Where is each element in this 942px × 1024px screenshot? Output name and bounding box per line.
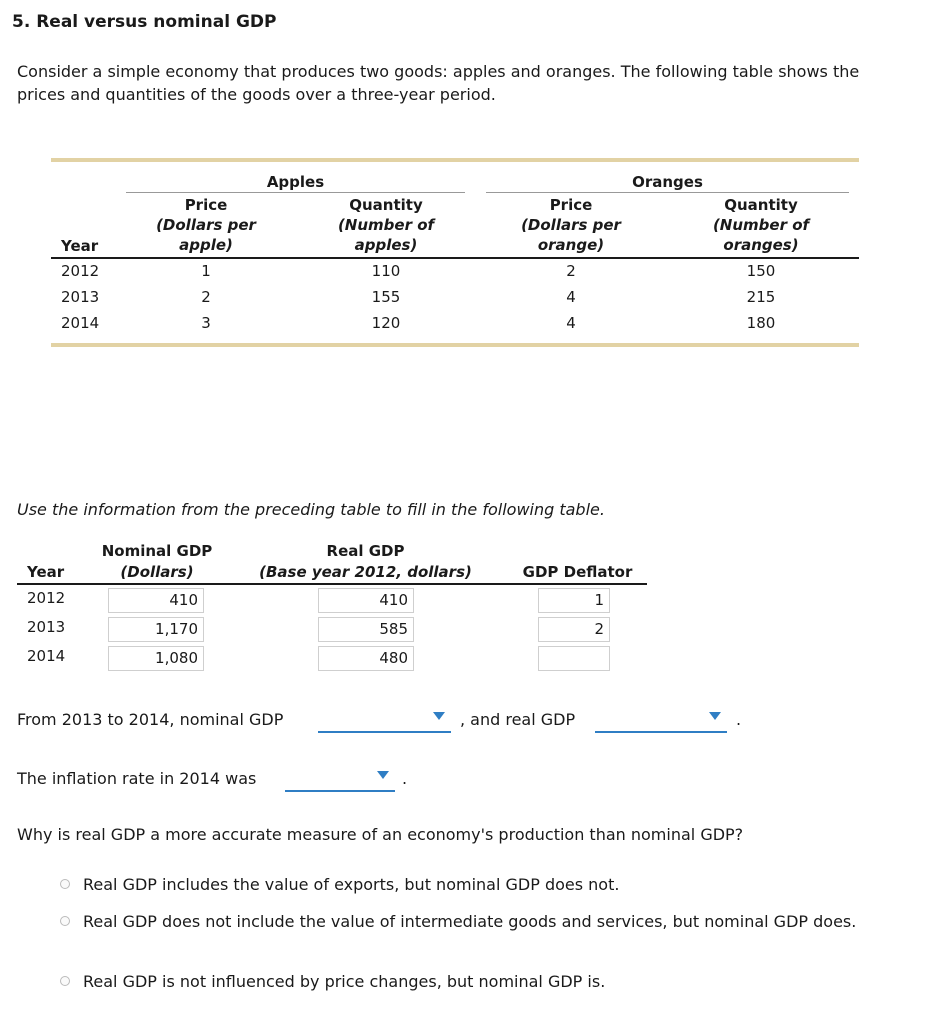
table1-header-rule [51, 257, 859, 259]
gdp-year-header: Year [27, 563, 65, 581]
gdp-table [17, 540, 657, 680]
orange-price-unit-2: orange) [537, 236, 605, 254]
inflation-sentence: The inflation rate in 2014 was [17, 769, 257, 788]
real-gdp-question: Why is real GDP a more accurate measure of an economy's production than nominal GDP? [17, 825, 744, 844]
year-header: Year [61, 237, 99, 255]
apple-quantity-unit: (Number of [337, 216, 435, 234]
sentence-period: . [736, 710, 742, 729]
nominal-gdp-unit: (Dollars) [120, 563, 194, 581]
gdp-deflator-header: GDP Deflator [522, 563, 633, 581]
nominal-gdp-sentence-start: From 2013 to 2014, nominal GDP [17, 710, 284, 729]
radio-button-icon[interactable] [60, 916, 70, 926]
table-row-apple-qty: 110 [371, 262, 401, 280]
orange-price-header: Price [549, 196, 593, 214]
table-row-year: 2014 [61, 314, 100, 332]
orange-quantity-header: Quantity [724, 196, 798, 214]
table-row-orange-price: 4 [566, 314, 576, 332]
table-row-year: 2012 [61, 262, 100, 280]
real-gdp-change-dropdown[interactable] [595, 709, 727, 733]
apple-quantity-unit-2: apples) [354, 236, 418, 254]
radio-button-icon[interactable] [60, 976, 70, 986]
gdp-deflator-field[interactable]: 2 [538, 617, 610, 642]
table-row-orange-qty: 215 [746, 288, 776, 306]
gdp-table-header-rule [17, 583, 647, 585]
apples-group-header: Apples [266, 173, 325, 191]
caret-down-icon [377, 771, 389, 779]
nominal-gdp-change-dropdown[interactable] [318, 709, 451, 733]
sentence-period: . [402, 769, 408, 788]
orange-quantity-unit: (Number of [712, 216, 810, 234]
apple-price-header: Price [184, 196, 228, 214]
table-row-orange-qty: 150 [746, 262, 776, 280]
gdp-row-year: 2014 [27, 647, 66, 665]
real-gdp-header: Real GDP [326, 542, 405, 560]
nominal-gdp-field[interactable]: 1,080 [108, 646, 204, 671]
table-row-year: 2013 [61, 288, 100, 306]
real-gdp-sentence-middle: , and real GDP [460, 710, 576, 729]
option-label: Real GDP includes the value of exports, but nominal GDP does not. [83, 875, 620, 894]
real-gdp-unit: (Base year 2012, dollars) [259, 563, 472, 581]
orange-quantity-unit-2: oranges) [723, 236, 799, 254]
gdp-row-year: 2013 [27, 618, 66, 636]
price-quantity-table [51, 162, 859, 346]
apple-price-unit-2: apple) [179, 236, 233, 254]
nominal-gdp-field[interactable]: 1,170 [108, 617, 204, 642]
table-instruction: Use the information from the preceding table to fill in the following table. [17, 500, 605, 519]
table-row-apple-price: 3 [201, 314, 211, 332]
orange-price-unit: (Dollars per [521, 216, 621, 234]
real-gdp-field[interactable]: 480 [318, 646, 414, 671]
question-intro: Consider a simple economy that produces two goods: apples and oranges. The following table shows the prices and quantities of the goods over a three-year period. [17, 62, 860, 104]
gdp-row-year: 2012 [27, 589, 66, 607]
table-row-apple-qty: 155 [371, 288, 401, 306]
oranges-group-header: Oranges [632, 173, 703, 191]
real-gdp-field[interactable]: 410 [318, 588, 414, 613]
table-row-orange-price: 2 [566, 262, 576, 280]
option-label: Real GDP is not influenced by price changes, but nominal GDP is. [83, 972, 606, 991]
table-row-apple-price: 1 [201, 262, 211, 280]
radio-button-icon[interactable] [60, 879, 70, 889]
table-row-orange-qty: 180 [746, 314, 776, 332]
nominal-gdp-field[interactable]: 410 [108, 588, 204, 613]
table-row-apple-qty: 120 [371, 314, 401, 332]
apple-quantity-header: Quantity [349, 196, 423, 214]
apples-group-rule [126, 192, 465, 193]
real-gdp-field[interactable]: 585 [318, 617, 414, 642]
question-title: 5. Real versus nominal GDP [12, 12, 277, 32]
table-row-apple-price: 2 [201, 288, 211, 306]
nominal-gdp-header: Nominal GDP [101, 542, 213, 560]
caret-down-icon [433, 712, 445, 720]
oranges-group-rule [486, 192, 849, 193]
gdp-deflator-field[interactable]: 1 [538, 588, 610, 613]
inflation-rate-dropdown[interactable] [285, 768, 395, 792]
table1-bottom-band [51, 343, 859, 347]
option-label: Real GDP does not include the value of intermediate goods and services, but nominal GDP does. [83, 912, 857, 931]
caret-down-icon [709, 712, 721, 720]
table-row-orange-price: 4 [566, 288, 576, 306]
gdp-deflator-field-empty[interactable] [538, 646, 610, 671]
apple-price-unit: (Dollars per [156, 216, 256, 234]
